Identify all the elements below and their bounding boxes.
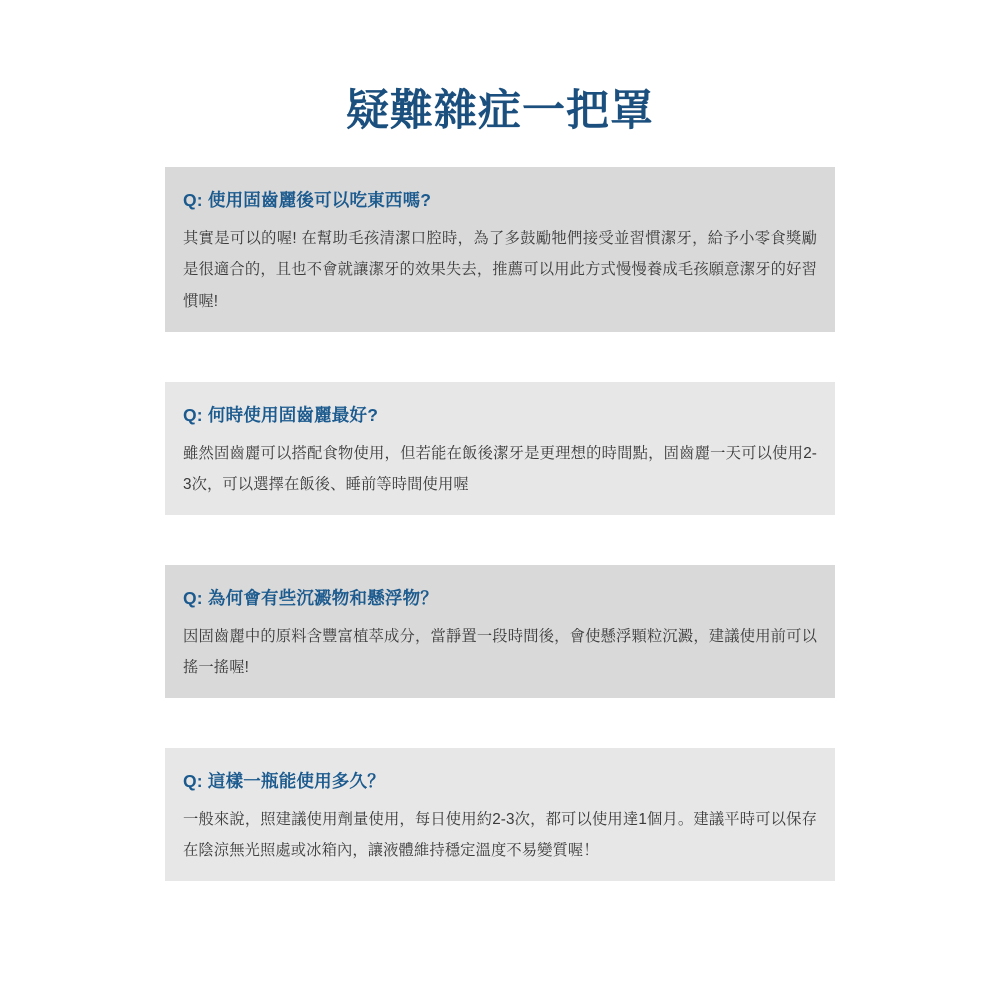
faq-item — [165, 565, 835, 698]
faq-item — [165, 167, 835, 332]
faq-answer: 其實是可以的喔! 在幫助毛孩清潔口腔時，為了多鼓勵牠們接受並習慣潔牙，給予小零食獎勵是很適合的，且也不會就讓潔牙的效果失去，推薦可以用此方式慢慢養成毛孩願意潔牙的好習慣喔! — [183, 230, 817, 310]
faq-answer: 雖然固齒麗可以搭配食物使用，但若能在飯後潔牙是更理想的時間點，固齒麗一天可以使用2-3次，可以選擇在飯後、睡前等時間使用喔 — [183, 445, 817, 494]
faq-item — [165, 382, 835, 515]
faq-answer: 一般來說，照建議使用劑量使用，每日使用約2-3次，都可以使用達1個月。建議平時可以保存在陰涼無光照處或冰箱內，讓液體維持穩定溫度不易變質喔！ — [183, 811, 817, 860]
faq-question: Q: 這樣一瓶能使用多久？ — [183, 771, 385, 792]
faq-list — [0, 167, 1000, 881]
faq-answer: 因固齒麗中的原料含豐富植萃成分，當靜置一段時間後，會使懸浮顆粒沉澱，建議使用前可以搖一搖喔! — [183, 628, 817, 677]
faq-question: Q: 使用固齒麗後可以吃東西嗎? — [183, 190, 432, 211]
page-title: 疑難雜症一把罩 — [346, 87, 654, 135]
faq-item — [165, 748, 835, 881]
faq-question: Q: 為何會有些沉澱物和懸浮物？ — [183, 588, 439, 609]
faq-question: Q: 何時使用固齒麗最好? — [183, 405, 379, 426]
